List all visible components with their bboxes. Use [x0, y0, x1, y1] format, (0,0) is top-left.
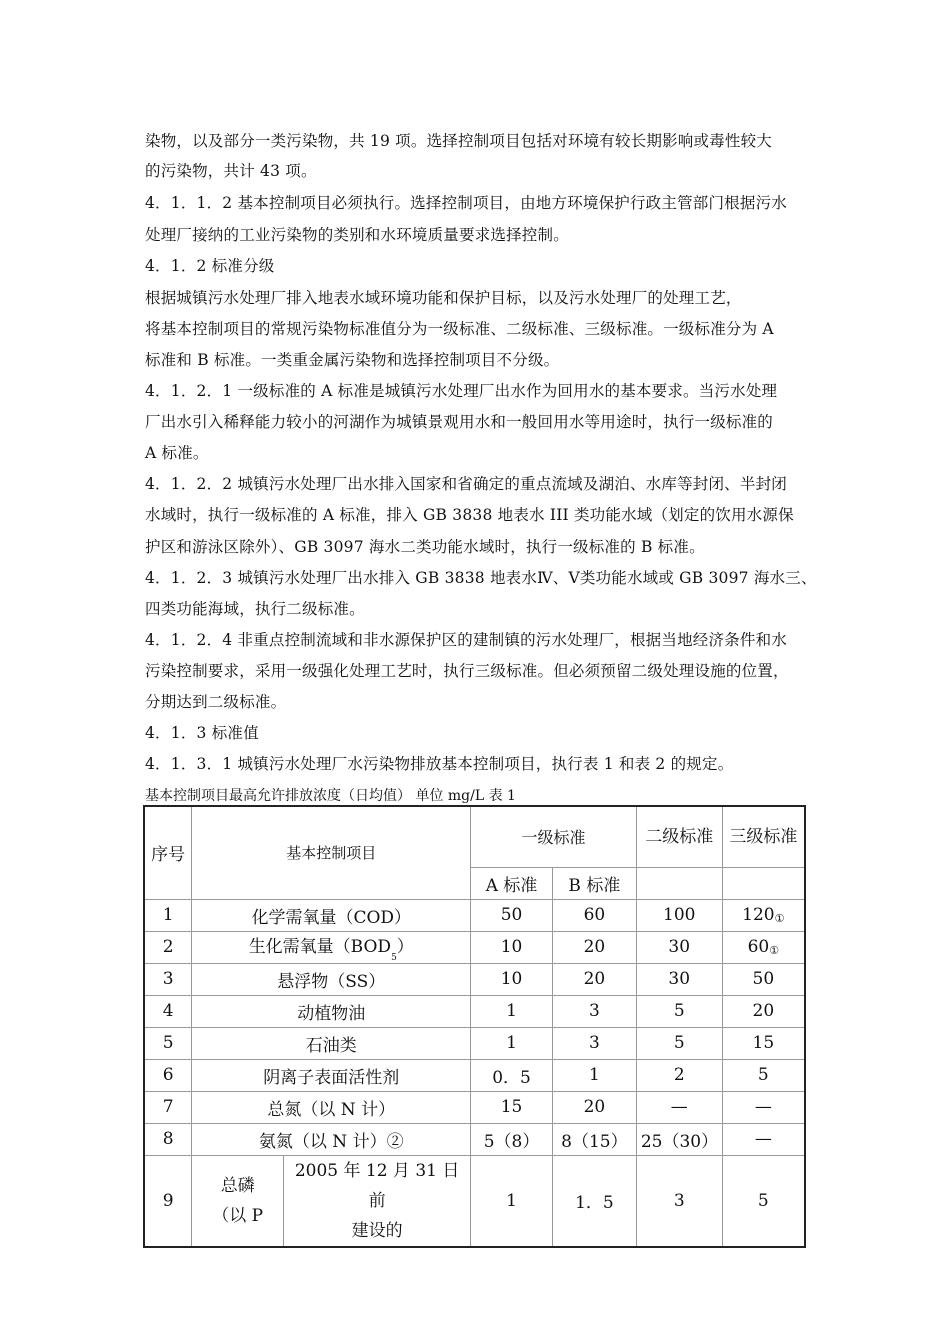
row-no: 7 — [144, 1091, 192, 1123]
row-b: 1 — [552, 1059, 636, 1091]
row-b: 1．5 — [552, 1155, 636, 1247]
row-level3 — [722, 931, 805, 963]
row-level2: — — [636, 1091, 722, 1123]
row-b: 20 — [552, 931, 636, 963]
table-header-row — [144, 806, 805, 867]
section-heading: 4．1．3 标准值 — [145, 724, 259, 742]
header-no: 序号 — [144, 806, 192, 899]
row-level2: 30 — [636, 963, 722, 995]
row-no: 3 — [144, 963, 192, 995]
paragraph-line: 4．1．2．1 一级标准的 A 标准是城镇污水处理厂出水作为回用水的基本要求。当污水处理 — [145, 382, 778, 400]
row-item: 氨氮（以 N 计）② — [192, 1123, 471, 1155]
header-level3: 三级标准 — [722, 806, 805, 867]
row-level2: 100 — [636, 899, 722, 931]
row-level3: — — [722, 1091, 805, 1123]
paragraph-line: 将基本控制项目的常规污染物标准值分为一级标准、二级标准、三级标准。一级标准分为 A — [145, 320, 774, 338]
header-empty-cell — [636, 867, 722, 899]
paragraph-line: 根据城镇污水处理厂排入地表水域环境功能和保护目标，以及污水处理厂的处理工艺， — [145, 289, 742, 307]
header-level1: 一级标准 — [471, 806, 637, 867]
row-item: 化学需氧量（COD） — [192, 899, 471, 931]
table-row — [144, 899, 805, 931]
table-row — [144, 1059, 805, 1091]
table-row — [144, 1027, 805, 1059]
row-item — [192, 931, 471, 963]
row-level3: 5 — [722, 1155, 805, 1247]
paragraph-line: 4．1．3．1 城镇污水处理厂水污染物排放基本控制项目，执行表 1 和表 2 的规定。 — [145, 755, 734, 773]
paragraph-line: 的污染物，共计 43 项。 — [145, 162, 317, 180]
table-row — [144, 1091, 805, 1123]
paragraph-line: 4．1．2．3 城镇污水处理厂出水排入 GB 3838 地表水Ⅳ、Ⅴ类功能水域或 GB 3097 海水三、 — [145, 569, 817, 587]
section-heading: 4．1．2 标准分级 — [145, 257, 275, 275]
row-a: 10 — [471, 963, 553, 995]
row-a: 15 — [471, 1091, 553, 1123]
item-main-line: 总磷 — [220, 1175, 255, 1196]
row-a: 1 — [471, 995, 553, 1027]
paragraph-line: A 标准。 — [145, 444, 209, 462]
row-b: 3 — [552, 995, 636, 1027]
row-no: 6 — [144, 1059, 192, 1091]
row-b: 20 — [552, 963, 636, 995]
paragraph-line: 分期达到二级标准。 — [145, 693, 287, 711]
row-level2: 5 — [636, 995, 722, 1027]
item-main-line: （以 P — [212, 1205, 264, 1226]
row-level2: 3 — [636, 1155, 722, 1247]
table-row — [144, 931, 805, 963]
row-b: 60 — [552, 899, 636, 931]
row-item: 石油类 — [192, 1027, 471, 1059]
row-a: 1 — [471, 1027, 553, 1059]
header-level2: 二级标准 — [636, 806, 722, 867]
row-item-sub — [284, 1155, 471, 1247]
paragraph-line: 污染控制要求，采用一级强化处理工艺时，执行三级标准。但必须预留二级处理设施的位置， — [145, 662, 789, 680]
item-sub-line: 建设的 — [351, 1220, 403, 1241]
paragraph-line: 4．1．2．2 城镇污水处理厂出水排入国家和省确定的重点流域及湖泊、水库等封闭、半封闭 — [145, 475, 787, 493]
row-level3: 50 — [722, 963, 805, 995]
row-level3: 15 — [722, 1027, 805, 1059]
paragraph-line: 厂出水引入稀释能力较小的河湖作为城镇景观用水和一般回用水等用途时，执行一级标准的 — [145, 413, 774, 431]
row-item-main — [192, 1155, 284, 1247]
subscript: 5 — [391, 952, 397, 963]
header-empty-cell — [722, 867, 805, 899]
table-row — [144, 995, 805, 1027]
table-row — [144, 1155, 805, 1247]
paragraph-line: 4．1．2．4 非重点控制流域和非水源保护区的建制镇的污水处理厂，根据当地经济条件和水 — [145, 631, 787, 649]
row-level2: 5 — [636, 1027, 722, 1059]
row-item: 阴离子表面活性剂 — [192, 1059, 471, 1091]
row-a: 5（8） — [471, 1123, 553, 1155]
row-b: 3 — [552, 1027, 636, 1059]
item-tail: ） — [396, 936, 414, 957]
header-level1-a: A 标准 — [471, 867, 553, 899]
row-no: 5 — [144, 1027, 192, 1059]
row-level3: — — [722, 1123, 805, 1155]
row-item: 动植物油 — [192, 995, 471, 1027]
row-level2: 25（30） — [636, 1123, 722, 1155]
table-caption: 基本控制项目最高允许排放浓度（日均值） 单位 mg/L 表 1 — [145, 788, 516, 804]
table-row — [144, 1123, 805, 1155]
paragraph-line: 四类功能海域，执行二级标准。 — [145, 600, 365, 618]
row-level3 — [722, 899, 805, 931]
value-text: 60 — [747, 937, 770, 957]
footnote-mark: ① — [769, 944, 780, 957]
header-level1-b: B 标准 — [552, 867, 636, 899]
paragraph-line: 4．1．1．2 基本控制项目必须执行。选择控制项目，由地方环境保护行政主管部门根据污水 — [145, 194, 787, 212]
row-no: 1 — [144, 899, 192, 931]
paragraph-line: 护区和游泳区除外）、GB 3097 海水二类功能水域时，执行一级标准的 B 标准。 — [145, 538, 705, 556]
row-level3: 20 — [722, 995, 805, 1027]
row-item: 悬浮物（SS） — [192, 963, 471, 995]
row-b: 20 — [552, 1091, 636, 1123]
value-text: 120 — [742, 905, 775, 925]
item-text: 生化需氧量（BOD — [248, 936, 392, 957]
paragraph-line: 染物，以及部分一类污染物，共 19 项。选择控制项目包括对环境有较长期影响或毒性较大 — [145, 132, 772, 150]
row-a: 10 — [471, 931, 553, 963]
row-level2: 30 — [636, 931, 722, 963]
paragraph-line: 标准和 B 标准。一类重金属污染物和选择控制项目不分级。 — [145, 351, 560, 369]
row-level2: 2 — [636, 1059, 722, 1091]
row-no: 9 — [144, 1155, 192, 1247]
row-a: 0．5 — [471, 1059, 553, 1091]
table-row — [144, 963, 805, 995]
header-item: 基本控制项目 — [192, 806, 471, 899]
paragraph-line: 水域时，执行一级标准的 A 标准，排入 GB 3838 地表水 III 类功能水域（划定的饮用水源保 — [145, 506, 794, 524]
row-b: 8（15） — [552, 1123, 636, 1155]
row-item: 总氮（以 N 计） — [192, 1091, 471, 1123]
row-no: 8 — [144, 1123, 192, 1155]
item-sub-line: 2005 年 12 月 31 日前 — [294, 1160, 460, 1211]
row-a: 1 — [471, 1155, 553, 1247]
row-a: 50 — [471, 899, 553, 931]
standards-table — [143, 805, 806, 1248]
footnote-mark: ① — [774, 912, 785, 925]
paragraph-line: 处理厂接纳的工业污染物的类别和水环境质量要求选择控制。 — [145, 226, 569, 244]
row-level3: 5 — [722, 1059, 805, 1091]
row-no: 4 — [144, 995, 192, 1027]
row-no: 2 — [144, 931, 192, 963]
